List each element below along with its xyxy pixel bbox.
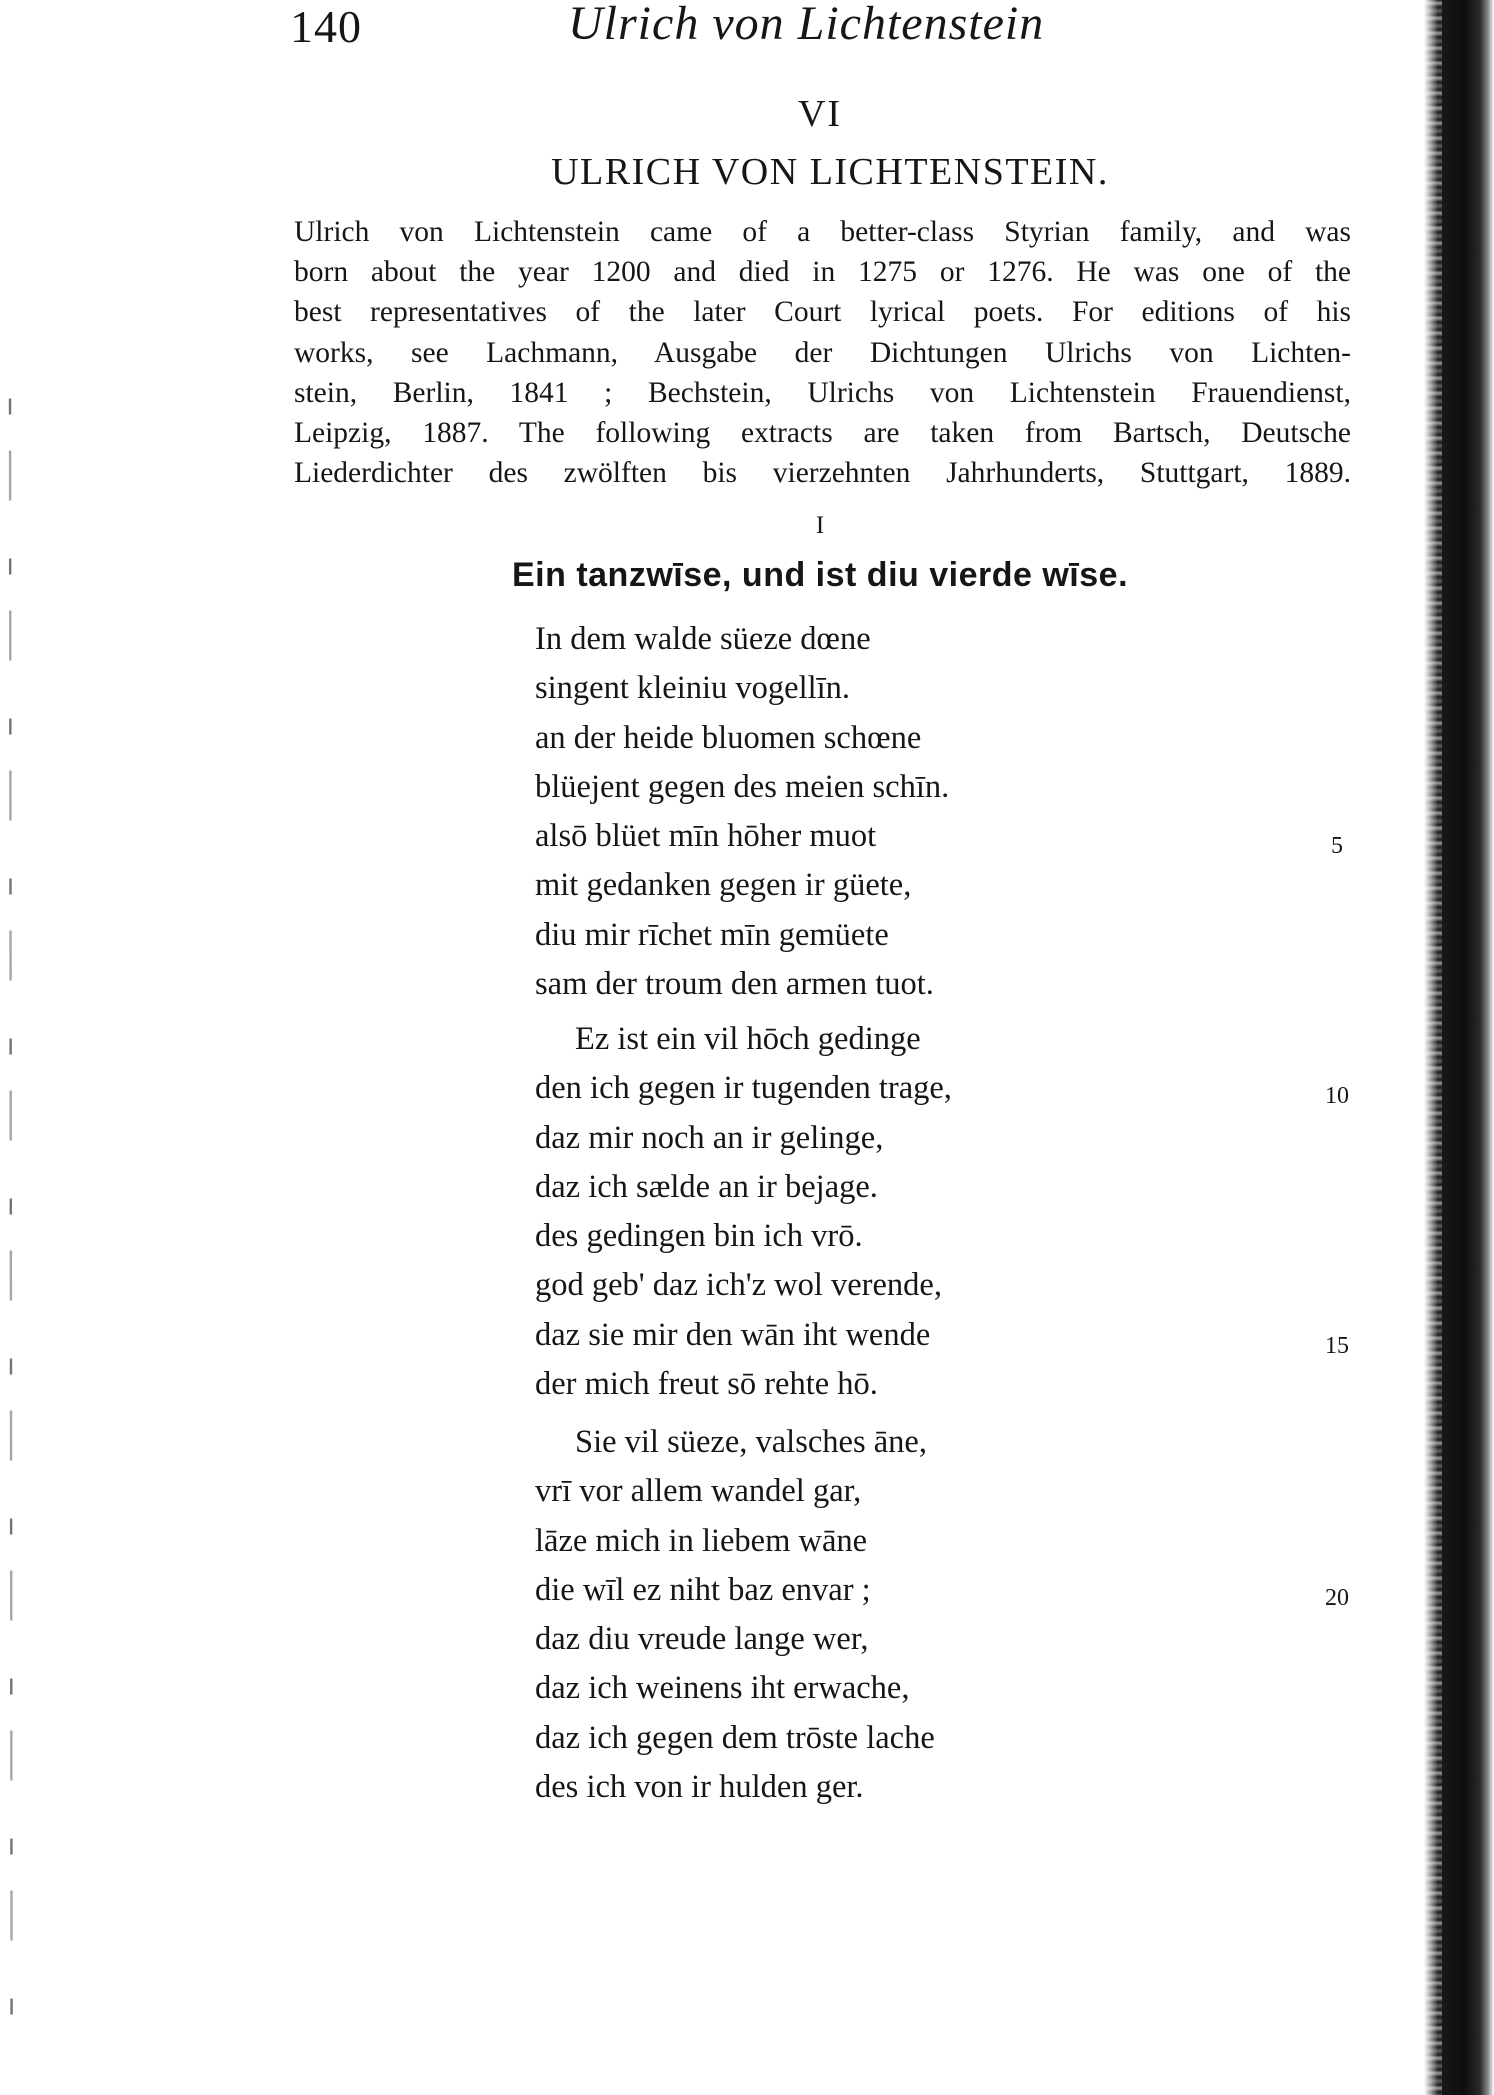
- verse-line: vrī vor allem wandel gar,: [535, 1473, 862, 1510]
- intro-line: born about the year 1200 and died in 1275 or 1276. He was one of the: [294, 256, 1351, 289]
- stanza-3: [535, 1418, 935, 1812]
- page-number: 140: [290, 1, 362, 52]
- verse-line: diu mir rīchet mīn gemüete: [535, 916, 889, 953]
- section-title: ULRICH VON LICHTENSTEIN.: [551, 151, 1109, 193]
- verse-line: daz ich weinens iht erwache,: [535, 1670, 910, 1707]
- intro-line: stein, Berlin, 1841 ; Bechstein, Ulrichs von Lichtenstein Frauendienst,: [294, 376, 1351, 409]
- line-number: 20: [1325, 1585, 1349, 1611]
- verse-line: an der heide bluomen schœne: [535, 719, 922, 756]
- line-number: 5: [1331, 833, 1343, 859]
- stanza-2: [535, 1015, 952, 1409]
- section-numeral: VI: [797, 93, 843, 135]
- intro-line: Ulrich von Lichtenstein came of a better-class Styrian family, and was: [294, 216, 1351, 248]
- introduction-paragraph: [294, 212, 1351, 493]
- verse-line: blüejent gegen des meien schīn.: [535, 768, 950, 805]
- verse-line: daz diu vreude lange wer,: [535, 1621, 869, 1658]
- running-title: Ulrich von Lichtenstein: [568, 0, 1045, 50]
- verse-line: der mich freut sō rehte hō.: [535, 1366, 878, 1403]
- verse-line: alsō blüet mīn hōher muot: [535, 818, 877, 855]
- verse-line: des gedingen bin ich vrō.: [535, 1218, 863, 1255]
- verse-line: die wīl ez niht baz envar ;: [535, 1571, 871, 1608]
- verse-line: singent kleiniu vogellīn.: [535, 670, 851, 707]
- intro-line: Liederdichter des zwölften bis vierzehnten Jahrhunderts, Stuttgart, 1889.: [294, 457, 1351, 490]
- intro-line: best representatives of the later Court lyrical poets. For editions of his: [294, 296, 1351, 329]
- verse-line: daz ich sælde an ir bejage.: [535, 1168, 878, 1205]
- verse-line: daz mir noch an ir gelinge,: [535, 1119, 884, 1156]
- verse-line: daz ich gegen dem trōste lache: [535, 1719, 935, 1756]
- verse-line: daz sie mir den wān iht wende: [535, 1316, 931, 1353]
- stanza-1: [535, 615, 949, 1009]
- verse-line: In dem walde süeze dœne: [535, 621, 871, 657]
- intro-line: Leipzig, 1887. The following extracts are taken from Bartsch, Deutsche: [294, 417, 1351, 450]
- poem-title: Ein tanzwīse, und ist diu vierde wīse.: [511, 556, 1129, 594]
- intro-line: works, see Lachmann, Ausgabe der Dichtungen Ulrichs von Lichten-: [294, 336, 1351, 369]
- verse-line: lāze mich in liebem wāne: [535, 1522, 868, 1559]
- verse-line: des ich von ir hulden ger.: [535, 1769, 864, 1806]
- binding-texture: [1424, 0, 1442, 2095]
- verse-line: Ez ist ein vil hōch gedinge: [575, 1021, 921, 1057]
- verse-line: god geb' daz ich'z wol verende,: [535, 1267, 942, 1304]
- poem-number: I: [815, 512, 825, 539]
- verse-line: mit gedanken gegen ir güete,: [535, 867, 912, 904]
- verse-line: sam der troum den armen tuot.: [535, 966, 934, 1003]
- verse-line: den ich gegen ir tugenden trage,: [535, 1070, 952, 1107]
- left-edge-marks: [4, 380, 20, 2020]
- line-number: 10: [1325, 1083, 1349, 1109]
- line-number: 15: [1325, 1333, 1349, 1359]
- running-head: [290, 0, 1250, 60]
- verse-line: Sie vil süeze, valsches āne,: [575, 1424, 927, 1460]
